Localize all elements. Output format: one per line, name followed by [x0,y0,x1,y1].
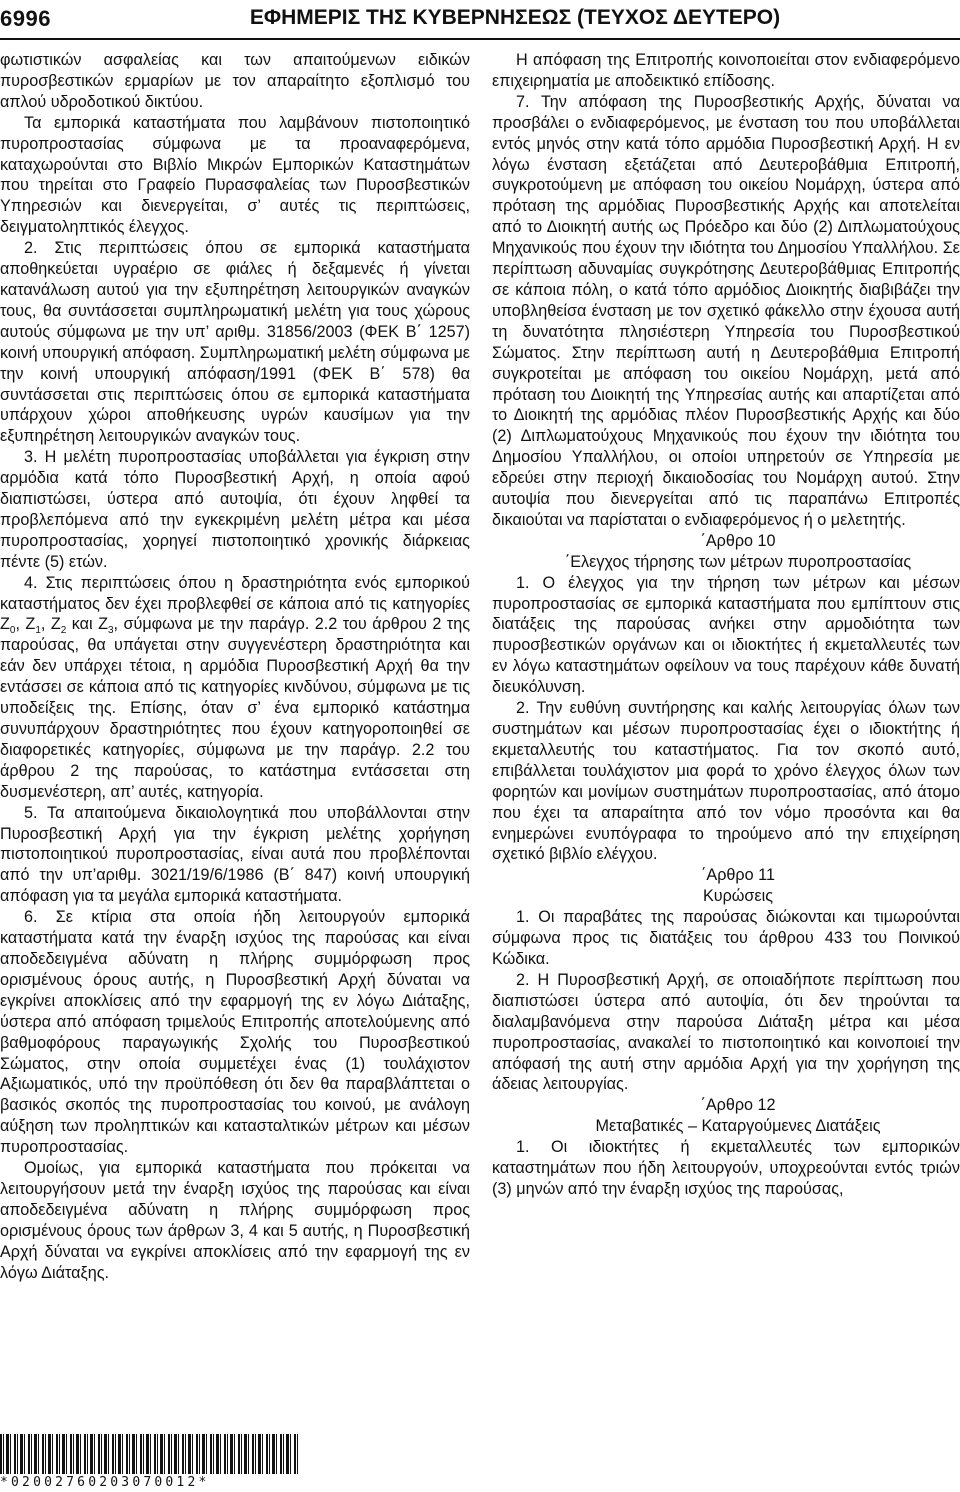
article-10-paragraph-1: 1. Ο έλεγχος για την τήρηση των μέτρων και μέσων πυροπροστασίας σε εμπορικά καταστήματα που εμπίπτουν στις διατάξεις της παρούσας ανήκει στην αρμοδιότητα των πυροσβεστικών οργάνων και οι ιδιοκτήτες ή εκμεταλλευτές των εν λόγω καταστημάτων οφείλουν να τους παρέχουν κάθε δυνατή διευκόλυνση. [492,573,960,697]
article-11-subtitle: Κυρώσεις [702,887,774,906]
paragraph-7: 7. Την απόφαση της Πυροσβεστικής Αρχής, δύναται να προσβάλει ο ενδιαφερόμενος, με ένσταση του που υποβάλλεται εντός μηνός στην κατά τόπο αρμόδια Πυροσβεστική Αρχή. Η εν λόγω ένσταση εξετάζεται από Δευτεροβάθμια Επιτροπή, συγκροτούμενη με απόφαση του οικείου Νομάρχη, ύστερα από πρόταση της αρμόδιας Πυροσβεστικής Αρχής και αποτελείται από το Διοικητή αυτής ως Πρόεδρο και δύο (2) Διπλωματούχους Μηχανικούς που έχουν την ιδιότητα του Δημοσίου Υπαλλήλου. Σε περίπτωση αδυναμίας συγκρότησης Δευτεροβάθμιας Επιτροπής σε κάποια πόλη, ο κατά τόπο αρμόδιος Διοικητής διαβιβάζει την υποβληθείσα ένσταση με τον σχετικό φάκελλο στην έχουσα αυτή τη δυνατότητα πλησιέστερη Υπηρεσία του Πυροσβεστικού Σώματος. Στην περίπτωση αυτή η Δευτεροβάθμια Επιτροπή συγκροτείται με απόφαση του οικείου Νομάρχη, μετά από πρόταση του Διοικητή της Υπηρεσίας αυτής και απαρτίζεται από το Διοικητή της αρμόδιας πλέον Πυροσβεστικής Αρχής και δύο (2) Διπλωματούχους Μηχανικούς που έχουν την ιδιότητα του Δημοσίου Υπαλλήλου, οι οποίοι υπηρετούν σε Υπηρεσία με εδρεύει στην περιοχή δικαιοδοσίας του Νομάρχη αυτού. Στην αυτοψία που διενεργείται από τις παραπάνω Επιτροπές δικαιούται να παρίσταται ο ενδιαφερόμενος ή ο μελετητής. [492,92,960,529]
continuation-paragraph: φωτιστικών ασφαλείας και των απαιτούμενων ειδικών πυροσβεστικών ερμαρίων με τον απαραίτητο εξοπλισμό του απλού υδροδοτικού δικτύου. [0,51,470,111]
page-header [0,0,960,44]
paragraph-5: 5. Τα απαιτούμενα δικαιολογητικά που υποβάλλονται στην Πυροσβεστική Αρχή για την έγκριση μελέτης χορήγηση πιστοποιητικού πυροπροστασίας, είναι αυτά που προβλέπονται από την υπ’αριθμ. 3021/19/6/1986 (Β΄ 847) κοινή υπουργική απόφαση για τα μεγάλα εμπορικά καταστήματα. [0,803,470,906]
paragraph-6: 6. Σε κτίρια στα οποία ήδη λειτουργούν εμπορικά καταστήματα κατά την έναρξη ισχύος της παρούσας και είναι αποδεδειγμένα αδύνατη η πλήρης συμμόρφωση προς ορισμένους όρους αυτής, η Πυροσβεστική Αρχή δύναται να εγκρίνει αποκλίσεις από την εφαρμογή της εν λόγω Διάταξης, ύστερα από απόφαση τριμελούς Επιτροπής αποτελούμενης από βαθμοφόρους παραγωγικής Σχολής του Πυροσβεστικού Σώματος, στην οποία συμμετέχει ένας (1) τουλάχιστον Αξιωματικός, υπό την προϋπόθεση ότι δεν θα παραβλάπτεται ο βασικός σκοπός της πυροπροστασίας του κοινού, με ανάλογη αύξηση των προληπτικών και κατασταλτικών μέτρων και μέσων πυροπροστασίας. [0,908,470,1157]
article-11-title: ΄Αρθρο 11 [701,866,775,885]
barcode-number: *02002760203070012* [0,1475,210,1490]
paragraph-4-text: , σύμφωνα με την παράγρ. 2.2 του άρθρου 2 της παρούσας, θα υπάγεται στην συγγενέστερη δραστηριότητα και εάν δεν υπάρχει τέτοια, η αρμόδια Πυροσβεστική Αρχή θα την εντάσσει σε κάποια από τις κατηγορίες κινδύνου, σύμφωνα με τις υποδείξεις της. Επίσης, όταν σ’ ένα εμπορικό κατάστημα συνυπάρχουν δραστηριότητες που έχουν κατηγοροποιηθεί σε διαφορετικές κατηγορίες, σύμφωνα με την παράγρ. 2.2 του άρθρου 2 της παρούσας, το κατάστημα εντάσσεται στη δυσμενέστερη, απ’ αυτές, κατηγορία. [0,615,471,801]
paragraph-2: 2. Στις περιπτώσεις όπου σε εμπορικά καταστήματα αποθηκεύεται υγραέριο σε φιάλες ή δεξαμενές ή γίνεται κατανάλωση αυτού για την εξυπηρέτηση λειτουργικών αναγκών τους, θα συντάσσεται συμπληρωματική μελέτη για τους χώρους αυτούς σύμφωνα με την υπ’ αριθμ. 31856/2003 (ΦΕΚ Β΄ 1257) κοινή υπουργική απόφαση. Συμπληρωματική μελέτη σύμφωνα με την κοινή υπουργική απόφαση/1991 (ΦΕΚ Β΄ 578) θα συντάσσεται στις περιπτώσεις όπου σε εμπορικά καταστήματα υπάρχουν χώροι αποθήκευσης υγρών καυσίμων για την εξυπηρέτηση λειτουργικών αναγκών τους. [0,239,470,446]
article-11-paragraph-1: 1. Οι παραβάτες της παρούσας διώκονται και τιμωρούνται σύμφωνα προς τις διατάξεις του άρθρου 433 του Ποινικού Κώδικα. [492,908,960,968]
paragraph: Η απόφαση της Επιτροπής κοινοποιείται στον ενδιαφερόμενο επιχειρηματία με αποδεικτικό επίδοσης. [492,51,960,90]
paragraph-4 [0,573,470,803]
article-10-paragraph-2: 2. Την ευθύνη συντήρησης και καλής λειτουργίας όλων των συστημάτων και μέσων πυροπροστασίας έχει ο ιδιοκτήτης ή εκμεταλλευτής του καταστήματος. Για τον σκοπό αυτό, επιβάλλεται τουλάχιστον μια φορά το χρόνο έλεγχος όλων των φορητών και μονίμων συστημάτων πυροπροστασίας, από άτομο που έχει τα απαραίτητα από τον νόμο προσόντα και θα ενημερώνει ενυπόγραφα το τηρούμενο από την επιχείρηση σχετικό βιβλίο ελέγχου. [492,699,960,864]
subscript: 1 [35,625,41,637]
paragraph-4-text: , Z [40,615,61,634]
article-12-subtitle: Μεταβατικές – Καταργούμενες Διατάξεις [595,1117,881,1136]
subscript: 0 [9,625,16,637]
barcode [0,1434,300,1492]
article-10-title: ΄Αρθρο 10 [700,531,776,550]
subscript: 2 [60,625,67,637]
article-10-subtitle: ΄Ελεγχος τήρησης των μέτρων πυροπροστασίας [564,552,912,571]
left-column [0,50,470,1283]
paragraph: Τα εμπορικά καταστήματα που λαμβάνουν πιστοποιητικό πυροπροστασίας σύμφωνα με τα προαναφερόμενα, καταχωρούνται στο Βιβλίο Μικρών Εμπορικών Καταστημάτων που τηρείται στο Γραφείο Πυρασφαλείας των Πυροσβεστικών Υπηρεσιών και διενεργείται, σ’ αυτές τις περιπτώσεις, δειγματοληπτικός έλεγχος. [0,113,470,237]
barcode-bars [0,1434,300,1474]
header-divider [0,38,960,40]
page-number: 6996 [0,6,51,31]
paragraph-4-text: , Z [15,615,36,634]
journal-title: ΕΦΗΜΕΡΙΣ ΤΗΣ ΚΥΒΕΡΝΗΣΕΩΣ (ΤΕΥΧΟΣ ΔΕΥΤΕΡΟ) [249,6,781,29]
paragraph-4-text: και Z [66,615,108,634]
right-column [492,50,960,1200]
article-12-title: ΄Αρθρο 12 [700,1096,776,1115]
article-12-paragraph-1: 1. Οι ιδιοκτήτες ή εκμεταλλευτές των εμπορικών καταστημάτων που ήδη λειτουργούν, υποχρεούνται εντός τριών (3) μηνών από την έναρξη ισχύος της παρούσας, [492,1138,960,1198]
paragraph-3: 3. Η μελέτη πυροπροστασίας υποβάλλεται για έγκριση στην αρμόδια κατά τόπο Πυροσβεστική Αρχή, η οποία αφού διαπιστώσει, ύστερα από αυτοψία, ότι έχουν ληφθεί τα προβλεπόμενα από την εγκεκριμένη μελέτη μέτρα και μέσα πυροπροστασίας, χορηγεί πιστοποιητικό χρονικής διάρκειας πέντε (5) ετών. [0,448,470,571]
paragraph-4-text: 4. Στις περιπτώσεις όπου η δραστηριότητα ενός εμπορικού καταστήματος δεν έχει προβλεφθεί σε κάποια από τις κατηγορίες Z [0,573,470,634]
paragraph-7: Ομοίως, για εμπορικά καταστήματα που πρόκειται να λειτουργήσουν μετά την έναρξη ισχύος της παρούσας και είναι αποδεδειγμένα αδύνατη η πλήρης συμμόρφωση προς ορισμένους όρους των άρθρων 3, 4 και 5 αυτής, η Πυροσβεστική Αρχή δύναται να εγκρίνει αποκλίσεις από την εφαρμογή της εν λόγω Διάταξης. [0,1159,470,1282]
subscript: 3 [107,625,114,637]
article-11-paragraph-2: 2. Η Πυροσβεστική Αρχή, σε οποιαδήποτε περίπτωση που διαπιστώσει ύστερα από αυτοψία, ότι δεν τηρούνται τα διαλαμβανόμενα στην παρούσα Διάταξη μέτρα και μέσα πυροπροστασίας, ανακαλεί το πιστοποιητικό και κοινοποιεί την απόφασή της αυτή στην αρμόδια Αρχή για την χορήγηση της άδειας λειτουργίας. [492,970,960,1094]
